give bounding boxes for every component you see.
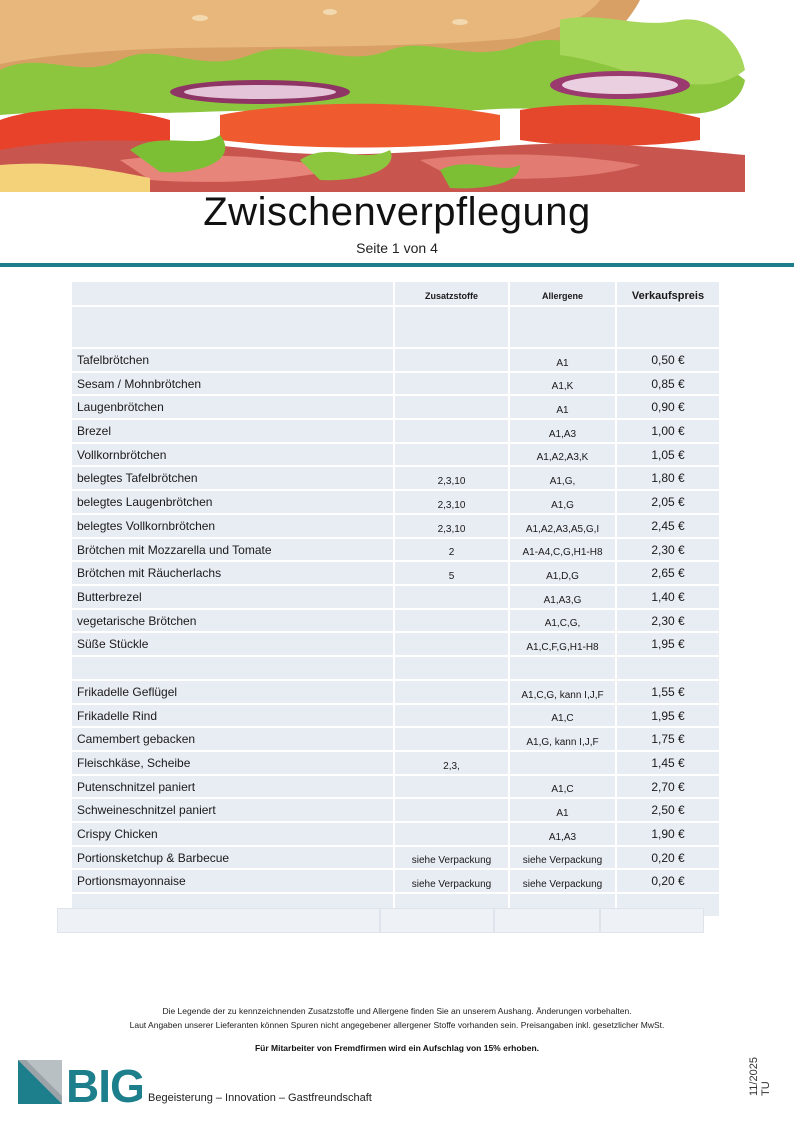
additives-cell <box>394 585 509 609</box>
allergens-cell: A1 <box>509 348 616 372</box>
allergens-cell: A1,C,F,G,H1-H8 <box>509 632 616 656</box>
product-name: Süße Stückle <box>72 632 394 656</box>
price-cell: 1,40 € <box>616 585 720 609</box>
price-cell: 0,20 € <box>616 846 720 870</box>
additives-cell: 2 <box>394 538 509 562</box>
tagline: Begeisterung – Innovation – Gastfreundschaft <box>148 1092 372 1104</box>
allergens-cell: A1 <box>509 798 616 822</box>
header-allergens: Allergene <box>509 282 616 306</box>
table-footer-cell <box>494 908 600 933</box>
header-product <box>72 282 394 306</box>
product-name: Portionsketchup & Barbecue <box>72 846 394 870</box>
table-row <box>72 490 720 514</box>
additives-cell <box>394 395 509 419</box>
price-cell: 2,45 € <box>616 514 720 538</box>
product-name: Portionsmayonnaise <box>72 869 394 893</box>
additives-cell <box>394 372 509 396</box>
price-cell: 0,50 € <box>616 348 720 372</box>
price-cell: 1,75 € <box>616 727 720 751</box>
table-row <box>72 727 720 751</box>
allergens-cell: A1,A2,A3,A5,G,I <box>509 514 616 538</box>
allergens-cell: A1,G, kann I,J,F <box>509 727 616 751</box>
page-number: Seite 1 von 4 <box>356 240 438 256</box>
allergens-cell: A1,C,G, kann I,J,F <box>509 680 616 704</box>
additives-cell <box>394 822 509 846</box>
price-cell: 2,30 € <box>616 538 720 562</box>
price-cell: 0,90 € <box>616 395 720 419</box>
page-title: Zwischenverpflegung <box>203 190 591 234</box>
additives-cell <box>394 727 509 751</box>
table-row <box>72 561 720 585</box>
legend-note <box>0 1004 794 1032</box>
table-row <box>72 372 720 396</box>
product-name: Camembert gebacken <box>72 727 394 751</box>
additives-cell <box>394 348 509 372</box>
table-spacer-row <box>72 656 720 680</box>
table-footer-cell <box>380 908 494 933</box>
surcharge-note: Für Mitarbeiter von Fremdfirmen wird ein Aufschlag von 15% erhoben. <box>254 1043 539 1053</box>
allergens-cell: siehe Verpackung <box>509 869 616 893</box>
product-name: Laugenbrötchen <box>72 395 394 419</box>
product-name: Vollkornbrötchen <box>72 443 394 467</box>
product-name: Brezel <box>72 419 394 443</box>
product-name: Schweineschnitzel paniert <box>72 798 394 822</box>
table-row <box>72 680 720 704</box>
allergens-cell: A1,C <box>509 775 616 799</box>
additives-cell: siehe Verpackung <box>394 846 509 870</box>
header-additives: Zusatzstoffe <box>394 282 509 306</box>
table-footer-row <box>57 908 704 933</box>
table-row <box>72 846 720 870</box>
product-name: belegtes Vollkornbrötchen <box>72 514 394 538</box>
product-name: belegtes Laugenbrötchen <box>72 490 394 514</box>
version-code <box>748 1046 778 1096</box>
allergens-cell: A1,D,G <box>509 561 616 585</box>
table-row <box>72 466 720 490</box>
version-initials: TU <box>760 1081 772 1096</box>
table-row <box>72 348 720 372</box>
product-name: Butterbrezel <box>72 585 394 609</box>
price-cell: 0,20 € <box>616 869 720 893</box>
table-row <box>72 869 720 893</box>
additives-cell <box>394 632 509 656</box>
table-footer-cell <box>600 908 704 933</box>
table-header-row <box>72 282 720 306</box>
additives-cell: 2,3, <box>394 751 509 775</box>
table-row <box>72 775 720 799</box>
allergens-cell: A1,C <box>509 704 616 728</box>
additives-cell <box>394 798 509 822</box>
allergens-cell: A1,G <box>509 490 616 514</box>
product-name: Sesam / Mohnbrötchen <box>72 372 394 396</box>
product-name: Fleischkäse, Scheibe <box>72 751 394 775</box>
price-cell: 1,45 € <box>616 751 720 775</box>
header-price: Verkaufspreis <box>616 282 720 306</box>
additives-cell <box>394 419 509 443</box>
product-name: Putenschnitzel paniert <box>72 775 394 799</box>
price-table <box>72 282 720 918</box>
table-row <box>72 514 720 538</box>
allergens-cell: A1,G, <box>509 466 616 490</box>
price-cell: 1,05 € <box>616 443 720 467</box>
big-logo <box>18 1058 142 1106</box>
logo-text: BIG <box>66 1060 142 1106</box>
sandwich-banner-image <box>0 0 794 192</box>
product-name: Brötchen mit Räucherlachs <box>72 561 394 585</box>
title-divider <box>0 263 794 267</box>
product-name: Crispy Chicken <box>72 822 394 846</box>
table-row <box>72 419 720 443</box>
price-cell: 2,30 € <box>616 609 720 633</box>
table-row <box>72 609 720 633</box>
product-name: vegetarische Brötchen <box>72 609 394 633</box>
additives-cell <box>394 680 509 704</box>
price-cell: 1,55 € <box>616 680 720 704</box>
allergens-cell: A1,K <box>509 372 616 396</box>
additives-cell: 2,3,10 <box>394 466 509 490</box>
price-cell: 2,50 € <box>616 798 720 822</box>
allergens-cell: A1-A4,C,G,H1-H8 <box>509 538 616 562</box>
table-row <box>72 538 720 562</box>
price-cell: 2,65 € <box>616 561 720 585</box>
additives-cell: 2,3,10 <box>394 490 509 514</box>
price-cell: 2,70 € <box>616 775 720 799</box>
allergens-cell: siehe Verpackung <box>509 846 616 870</box>
allergens-cell: A1,A3 <box>509 419 616 443</box>
product-name: Frikadelle Rind <box>72 704 394 728</box>
product-name: belegtes Tafelbrötchen <box>72 466 394 490</box>
allergens-cell <box>509 751 616 775</box>
version-date: 11/2025 <box>748 1057 760 1096</box>
table-row <box>72 798 720 822</box>
legend-line: Laut Angaben unserer Lieferanten können Spuren nicht angegebener allergener Stoffe vorhanden sein. Preisangaben inkl. gesetzlicher MwSt. <box>129 1020 665 1030</box>
table-row <box>72 395 720 419</box>
additives-cell <box>394 704 509 728</box>
table-row <box>72 704 720 728</box>
product-name: Brötchen mit Mozzarella und Tomate <box>72 538 394 562</box>
table-row <box>72 751 720 775</box>
additives-cell: siehe Verpackung <box>394 869 509 893</box>
additives-cell <box>394 775 509 799</box>
table-body <box>72 306 720 917</box>
price-cell: 1,00 € <box>616 419 720 443</box>
allergens-cell: A1,A3,G <box>509 585 616 609</box>
legend-line: Die Legende der zu kennzeichnenden Zusatzstoffe und Allergene finden Sie an unserem Aushang. Änderungen vorbehalten. <box>162 1006 632 1016</box>
additives-cell: 2,3,10 <box>394 514 509 538</box>
table-row <box>72 822 720 846</box>
allergens-cell: A1,A2,A3,K <box>509 443 616 467</box>
price-cell: 0,85 € <box>616 372 720 396</box>
price-cell: 1,80 € <box>616 466 720 490</box>
table-footer-cell <box>57 908 380 933</box>
table-row <box>72 585 720 609</box>
table-spacer-row <box>72 306 720 348</box>
additives-cell: 5 <box>394 561 509 585</box>
additives-cell <box>394 443 509 467</box>
price-cell: 1,95 € <box>616 632 720 656</box>
allergens-cell: A1,A3 <box>509 822 616 846</box>
product-name: Frikadelle Geflügel <box>72 680 394 704</box>
table-row <box>72 443 720 467</box>
table-row <box>72 632 720 656</box>
additives-cell <box>394 609 509 633</box>
price-cell: 2,05 € <box>616 490 720 514</box>
allergens-cell: A1,C,G, <box>509 609 616 633</box>
product-name: Tafelbrötchen <box>72 348 394 372</box>
price-cell: 1,95 € <box>616 704 720 728</box>
allergens-cell: A1 <box>509 395 616 419</box>
price-cell: 1,90 € <box>616 822 720 846</box>
